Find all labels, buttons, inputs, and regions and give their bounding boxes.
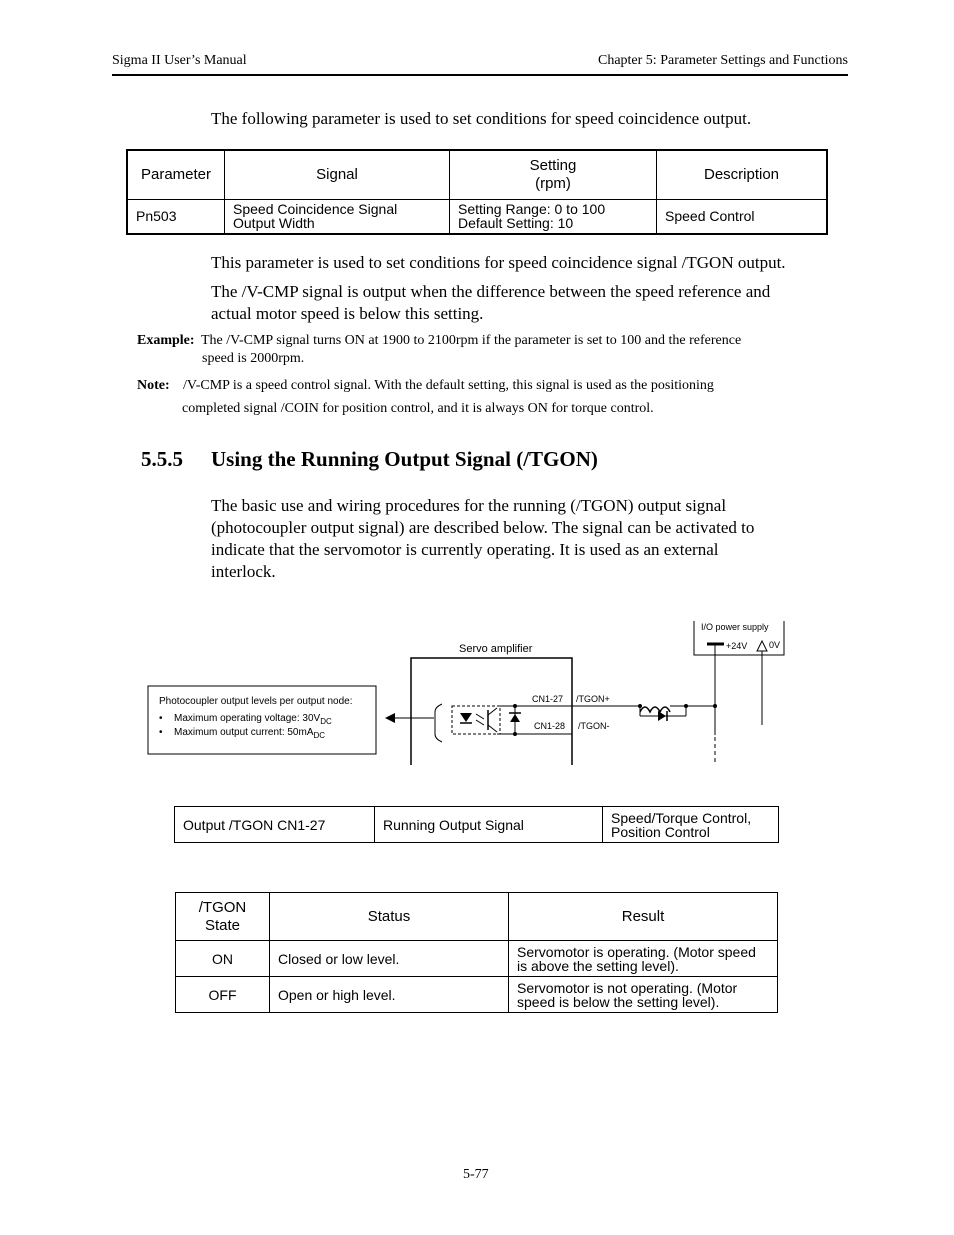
section-number: 5.5.5 xyxy=(141,447,183,471)
junction-dot-2 xyxy=(513,732,517,736)
th-setting-line2: (rpm) xyxy=(535,174,571,192)
cell-status: Closed or low level. xyxy=(270,941,509,977)
relay-coil-icon xyxy=(640,707,670,712)
plus24-label: +24V xyxy=(726,641,748,651)
section-body-line4: interlock. xyxy=(211,562,276,581)
phototransistor-emitter xyxy=(488,725,497,732)
cell-result xyxy=(509,977,778,1013)
example-label: Example: xyxy=(137,333,195,348)
bullet-icon-2: • xyxy=(159,727,163,738)
tgon-plus-label: /TGON+ xyxy=(576,694,610,704)
th-setting-line1: Setting xyxy=(529,156,577,174)
flyback-diode-icon xyxy=(658,711,666,721)
page-number: 5-77 xyxy=(463,1167,489,1182)
section-body-line2: (photocoupler output signal) are described below. The signal can be activated to xyxy=(211,518,755,537)
section-title: Using the Running Output Signal (/TGON) xyxy=(211,447,598,471)
state-table xyxy=(175,892,778,1013)
junction-dot-4 xyxy=(684,704,688,708)
info-bullet-2-text: Maximum output current: 50mA xyxy=(174,727,314,738)
intro-text: The following parameter is used to set conditions for speed coincidence output. xyxy=(211,109,752,128)
note-label: Note: xyxy=(137,378,170,393)
th-state-line1: /TGON xyxy=(198,898,247,916)
cell-result-line1: Servomotor is not operating. (Motor xyxy=(517,979,738,996)
output-cell-signal: Output /TGON CN1-27 xyxy=(175,807,375,843)
output-cell-name: Running Output Signal xyxy=(375,807,603,843)
info-box-title: Photocoupler output levels per output node: xyxy=(159,696,353,707)
table-row xyxy=(176,941,778,977)
para-2-line2: actual motor speed is below this setting. xyxy=(211,304,484,323)
cell-result-line2: is above the setting level). xyxy=(517,957,679,974)
zero-v-label: 0V xyxy=(769,640,781,650)
th-state-line2: State xyxy=(204,916,241,934)
junction-dot-5 xyxy=(713,704,717,708)
th-result: Result xyxy=(509,893,778,941)
example-line1: The /V-CMP signal turns ON at 1900 to 2100rpm if the parameter is set to 100 and the reference xyxy=(201,333,742,348)
header-right: Chapter 5: Parameter Settings and Functions xyxy=(597,53,848,68)
th-state xyxy=(176,893,270,941)
th-description: Description xyxy=(657,150,828,199)
servo-amp-label: Servo amplifier xyxy=(459,643,533,655)
cell-result-line1: Servomotor is operating. (Motor speed xyxy=(517,943,756,960)
photocoupler-led-icon xyxy=(460,713,472,722)
para-2-line1: The /V-CMP signal is output when the difference between the speed reference and xyxy=(211,282,771,301)
bracket xyxy=(435,704,442,742)
header-left: Sigma II User’s Manual xyxy=(112,53,247,68)
junction-dot-3 xyxy=(638,704,642,708)
cell-result-line2: speed is below the setting level). xyxy=(517,993,720,1010)
cell-description: Speed Control xyxy=(657,199,828,234)
cell-signal-line1: Speed Coincidence Signal xyxy=(233,201,398,218)
output-cell-mode-line1: Speed/Torque Control, xyxy=(611,809,752,826)
bullet-icon: • xyxy=(159,713,163,724)
light-arrow-2 xyxy=(476,720,484,725)
light-arrow xyxy=(476,714,484,719)
section-body-line3: indicate that the servomotor is currently operating. It is used as an external xyxy=(211,540,719,559)
th-signal: Signal xyxy=(225,150,450,199)
cn1-28-label: CN1-28 xyxy=(534,721,566,731)
output-cell-mode-line2: Position Control xyxy=(611,823,710,840)
th-parameter: Parameter xyxy=(127,150,225,199)
note-line2: completed signal /COIN for position control, and it is always ON for torque control. xyxy=(182,401,654,416)
output-table xyxy=(174,806,779,843)
junction-dot xyxy=(513,704,517,708)
example-line2: speed is 2000rpm. xyxy=(202,351,305,366)
arrow-left-icon xyxy=(385,713,395,723)
info-bullet-1-text: Maximum operating voltage: 30V xyxy=(174,713,321,724)
phototransistor-collector xyxy=(488,708,497,715)
output-cell-mode xyxy=(603,807,779,843)
io-supply-label: I/O power supply xyxy=(701,622,769,632)
section-body-line1: The basic use and wiring procedures for the running (/TGON) output signal xyxy=(211,496,727,515)
para-1: This parameter is used to set conditions for speed coincidence signal /TGON output. xyxy=(211,253,786,272)
info-bullet-2-sub: DC xyxy=(313,731,326,740)
tgon-minus-label: /TGON- xyxy=(578,721,610,731)
th-status: Status xyxy=(270,893,509,941)
cell-setting-line1: Setting Range: 0 to 100 xyxy=(458,201,606,218)
zener-diode-icon xyxy=(510,714,520,722)
cell-state: OFF xyxy=(176,977,270,1013)
cell-parameter: Pn503 xyxy=(127,199,225,234)
ground-icon xyxy=(757,641,767,651)
cell-status: Open or high level. xyxy=(270,977,509,1013)
cn1-27-label: CN1-27 xyxy=(532,694,564,704)
info-bullet-1-sub: DC xyxy=(320,717,332,726)
cell-state: ON xyxy=(176,941,270,977)
cell-signal-line2: Output Width xyxy=(233,215,315,232)
note-line1: /V-CMP is a speed control signal. With the default setting, this signal is used as the positioning xyxy=(183,378,714,393)
cell-setting-line2: Default Setting: 10 xyxy=(458,215,574,232)
cell-result xyxy=(509,941,778,977)
table-row xyxy=(176,977,778,1013)
